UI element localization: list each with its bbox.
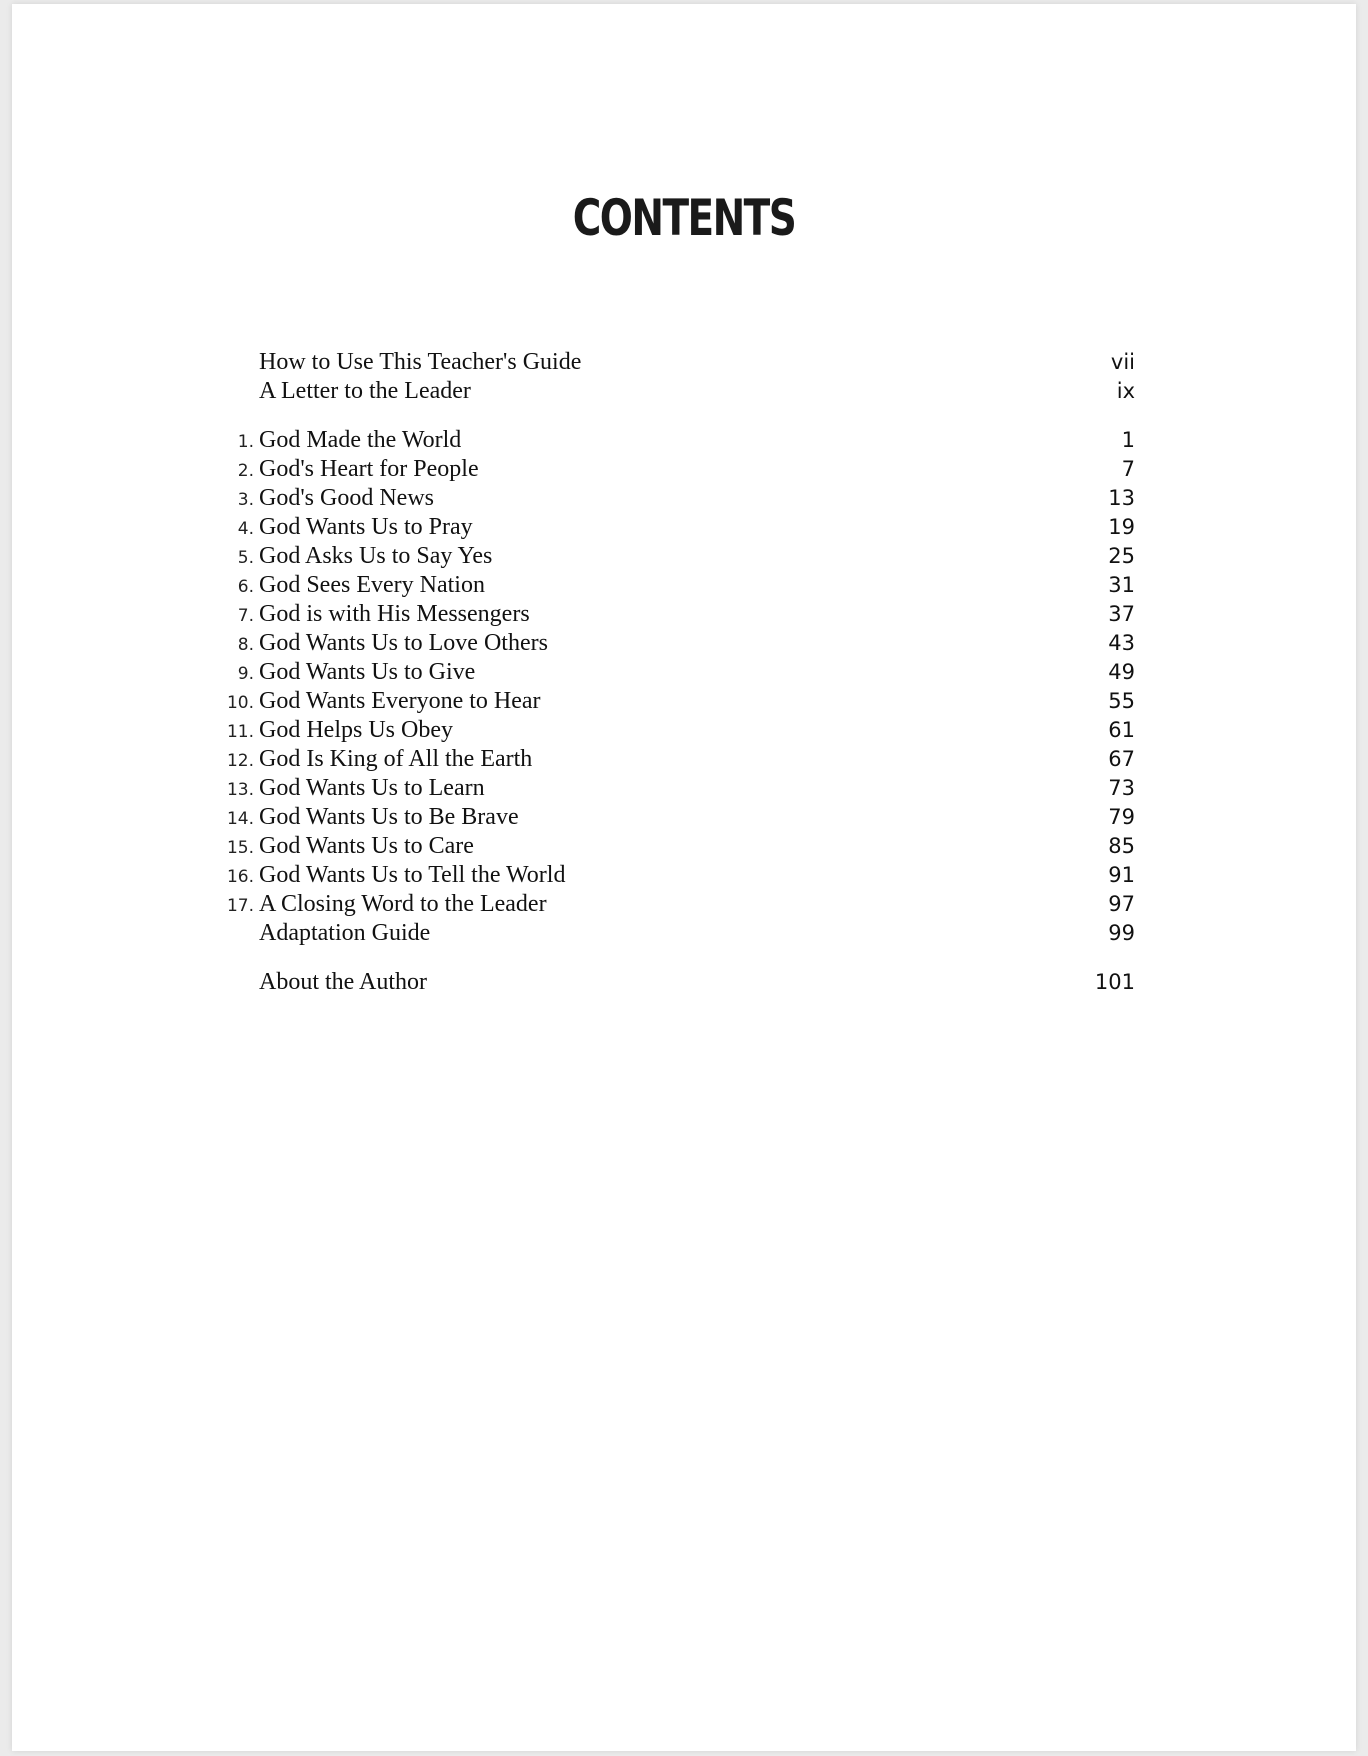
back-matter-section [207,968,1135,997]
entry-page: 85 [1108,834,1135,858]
entry-page: 7 [1121,457,1135,481]
entry-title: How to Use This Teacher's Guide [259,349,582,375]
entry-page: vii [1110,350,1135,374]
toc-entry[interactable] [207,832,1135,861]
toc-entry[interactable] [207,861,1135,890]
entry-number: 1. [237,432,254,452]
entry-title: God Wants Us to Pray [259,514,473,540]
entry-number: 12. [226,751,254,771]
entry-page: 25 [1108,544,1135,568]
table-of-contents [207,348,1135,997]
toc-entry[interactable] [207,455,1135,484]
toc-entry[interactable] [207,348,1135,377]
entry-number: 13. [226,780,254,800]
entry-title: Adaptation Guide [259,920,431,946]
entry-page: 79 [1108,805,1135,829]
entry-title: God is with His Messengers [259,601,530,627]
entry-number: 6. [237,577,254,597]
entry-page: 49 [1108,660,1135,684]
entry-number: 14. [226,809,254,829]
entry-title: God Asks Us to Say Yes [259,543,493,569]
chapters-section [207,426,1135,948]
entry-number: 4. [237,519,254,539]
section-gap [207,406,1135,426]
entry-number: 11. [226,722,254,742]
entry-page: 97 [1108,892,1135,916]
entry-title: God Wants Everyone to Hear [259,688,541,714]
entry-page: 101 [1094,970,1135,994]
toc-entry[interactable] [207,600,1135,629]
entry-number: 17. [226,896,254,916]
entry-page: 73 [1108,776,1135,800]
entry-page: 13 [1108,486,1135,510]
entry-title: God Helps Us Obey [259,717,453,743]
entry-page: 67 [1108,747,1135,771]
entry-number: 5. [237,548,254,568]
entry-number: 9. [237,664,254,684]
toc-entry[interactable] [207,890,1135,919]
entry-title: God Made the World [259,427,462,453]
entry-title: God Wants Us to Be Brave [259,804,519,830]
entry-title: God Wants Us to Give [259,659,476,685]
entry-title: About the Author [259,969,427,995]
toc-entry[interactable] [207,658,1135,687]
toc-entry[interactable] [207,919,1135,948]
page-title: CONTENTS [572,189,796,247]
document-page [12,4,1356,1751]
entry-title: God Is King of All the Earth [259,746,533,772]
toc-entry[interactable] [207,774,1135,803]
toc-entry[interactable] [207,716,1135,745]
entry-page: 37 [1108,602,1135,626]
entry-title: God Wants Us to Tell the World [259,862,566,888]
toc-entry[interactable] [207,377,1135,406]
entry-title: God's Heart for People [259,456,479,482]
toc-entry[interactable] [207,687,1135,716]
toc-entry[interactable] [207,745,1135,774]
entry-number: 15. [226,838,254,858]
toc-entry[interactable] [207,426,1135,455]
toc-entry[interactable] [207,803,1135,832]
entry-title: God Sees Every Nation [259,572,485,598]
entry-page: 1 [1121,428,1135,452]
entry-page: ix [1116,379,1135,403]
entry-page: 55 [1108,689,1135,713]
entry-page: 99 [1108,921,1135,945]
entry-title: A Closing Word to the Leader [259,891,547,917]
entry-title: A Letter to the Leader [259,378,471,404]
toc-entry[interactable] [207,571,1135,600]
entry-page: 43 [1108,631,1135,655]
entry-number: 10. [226,693,254,713]
entry-number: 2. [237,461,254,481]
entry-number: 8. [237,635,254,655]
toc-entry[interactable] [207,513,1135,542]
entry-page: 19 [1108,515,1135,539]
toc-entry[interactable] [207,968,1135,997]
front-matter-section [207,348,1135,406]
section-gap [207,948,1135,968]
entry-title: God Wants Us to Love Others [259,630,548,656]
entry-number: 7. [237,606,254,626]
entry-title: God Wants Us to Learn [259,775,485,801]
toc-entry[interactable] [207,484,1135,513]
toc-entry[interactable] [207,542,1135,571]
entry-page: 91 [1108,863,1135,887]
entry-page: 31 [1108,573,1135,597]
toc-entry[interactable] [207,629,1135,658]
entry-title: God's Good News [259,485,434,511]
entry-title: God Wants Us to Care [259,833,474,859]
entry-page: 61 [1108,718,1135,742]
entry-number: 3. [237,490,254,510]
entry-number: 16. [226,867,254,887]
